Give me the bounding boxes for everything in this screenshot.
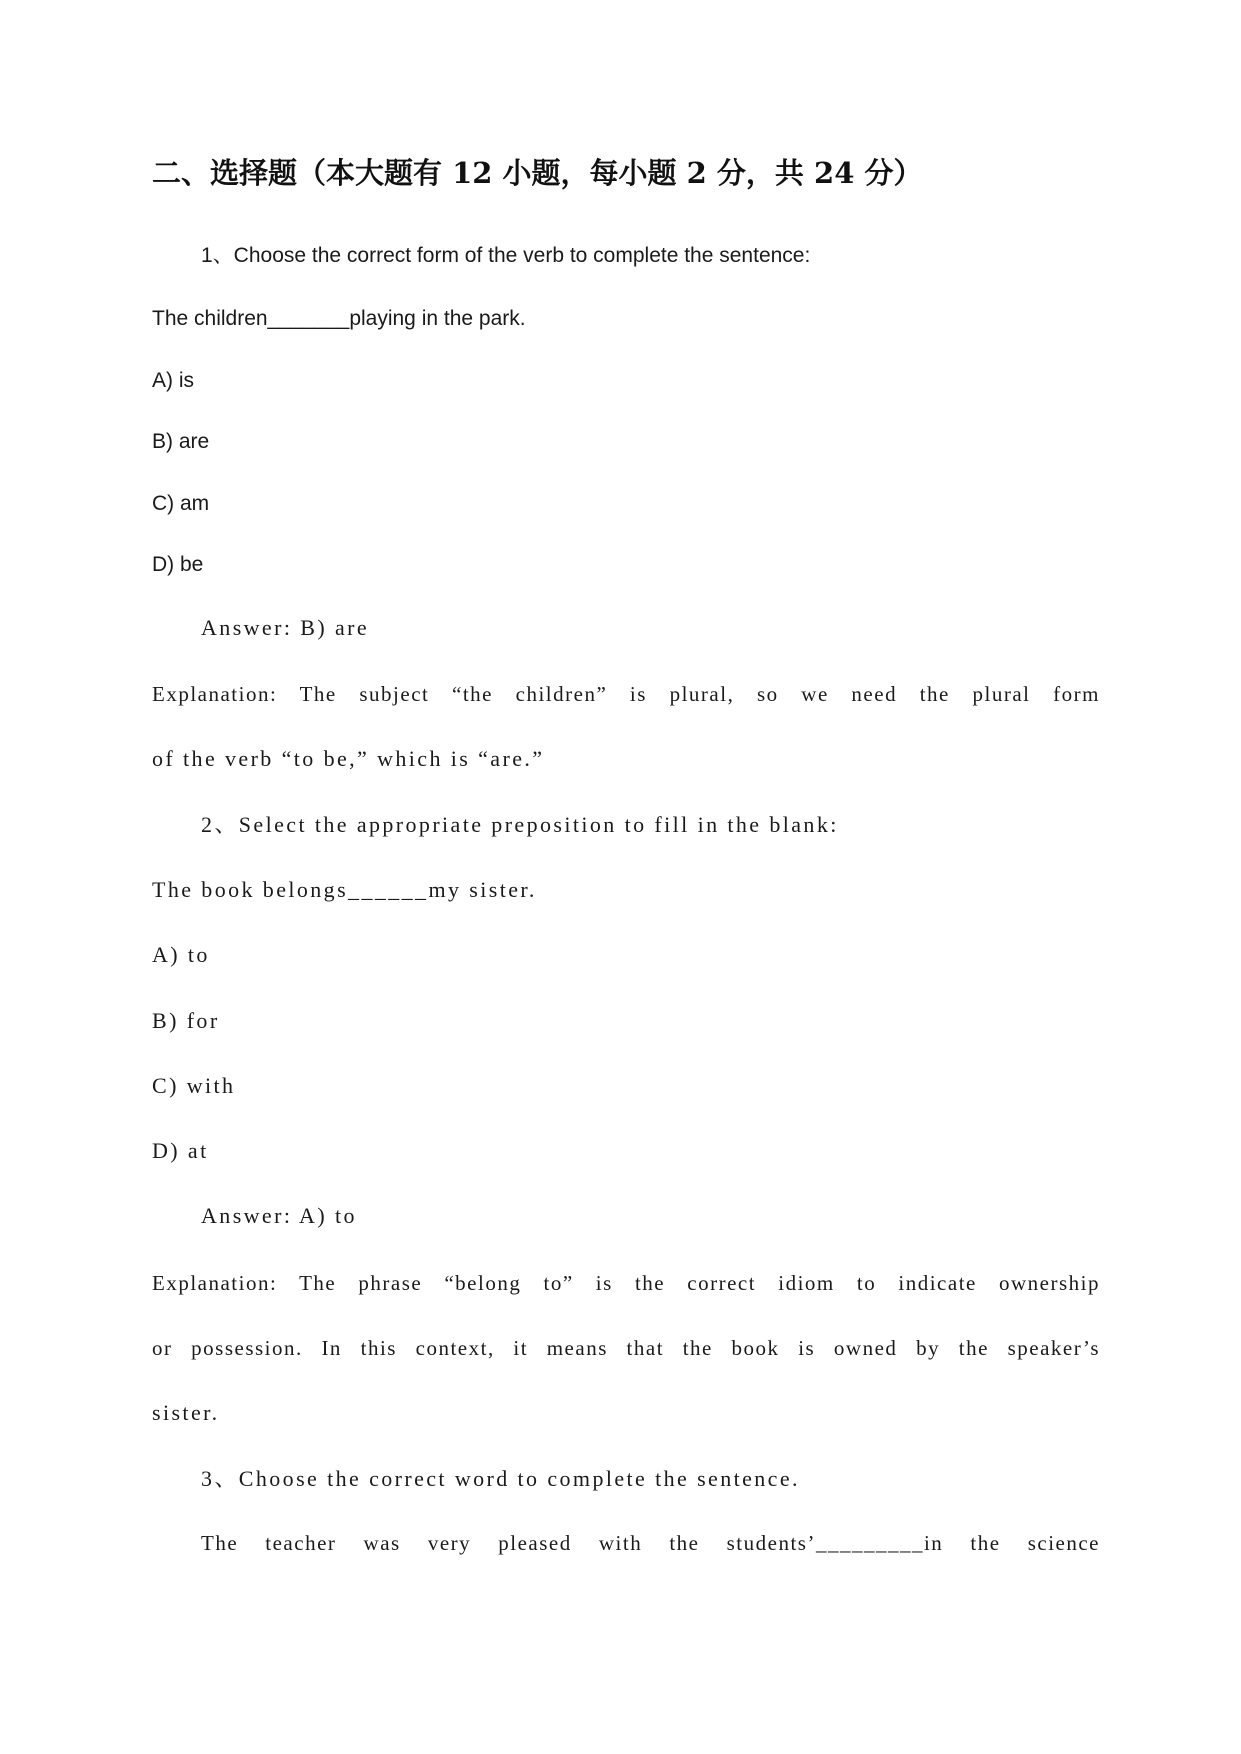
question-1-option-b: B) are (152, 430, 210, 453)
question-2-sentence: The book belongs______my sister. (152, 877, 537, 902)
question-1-explanation-line-2: of the verb “to be,” which is “are.” (152, 746, 545, 771)
question-1-answer: Answer: B) are (201, 615, 369, 640)
question-2-prompt: 2、Select the appropriate preposition to fill in the blank: (201, 812, 839, 837)
question-2-explanation-line-3: sister. (152, 1400, 220, 1425)
question-1-explanation-line-1: Explanation: The subject “the children” is plural, so we need the plural form (152, 682, 1100, 706)
question-1-prompt: 1、Choose the correct form of the verb to complete the sentence: (201, 244, 811, 267)
section-heading: 二、选择题（本大题有 12 小题，每小题 2 分，共 24 分） (152, 156, 923, 190)
question-2-option-a: A) to (152, 942, 210, 967)
question-3-sentence: The teacher was very pleased with the students’_________in the science (201, 1531, 1100, 1555)
question-1-option-a: A) is (152, 369, 194, 392)
question-1-option-c: C) am (152, 492, 210, 515)
question-1-option-d: D) be (152, 553, 204, 576)
question-2-explanation-line-2: or possession. In this context, it means that the book is owned by the speaker’s (152, 1336, 1100, 1360)
question-2-option-c: C) with (152, 1073, 236, 1098)
question-1-sentence: The children_______playing in the park. (152, 307, 526, 330)
question-2-explanation-line-1: Explanation: The phrase “belong to” is the correct idiom to indicate ownership (152, 1271, 1100, 1295)
question-2-answer: Answer: A) to (201, 1203, 357, 1228)
question-2-option-d: D) at (152, 1138, 209, 1163)
question-2-option-b: B) for (152, 1008, 220, 1033)
question-3-prompt: 3、Choose the correct word to complete the sentence. (201, 1466, 800, 1491)
